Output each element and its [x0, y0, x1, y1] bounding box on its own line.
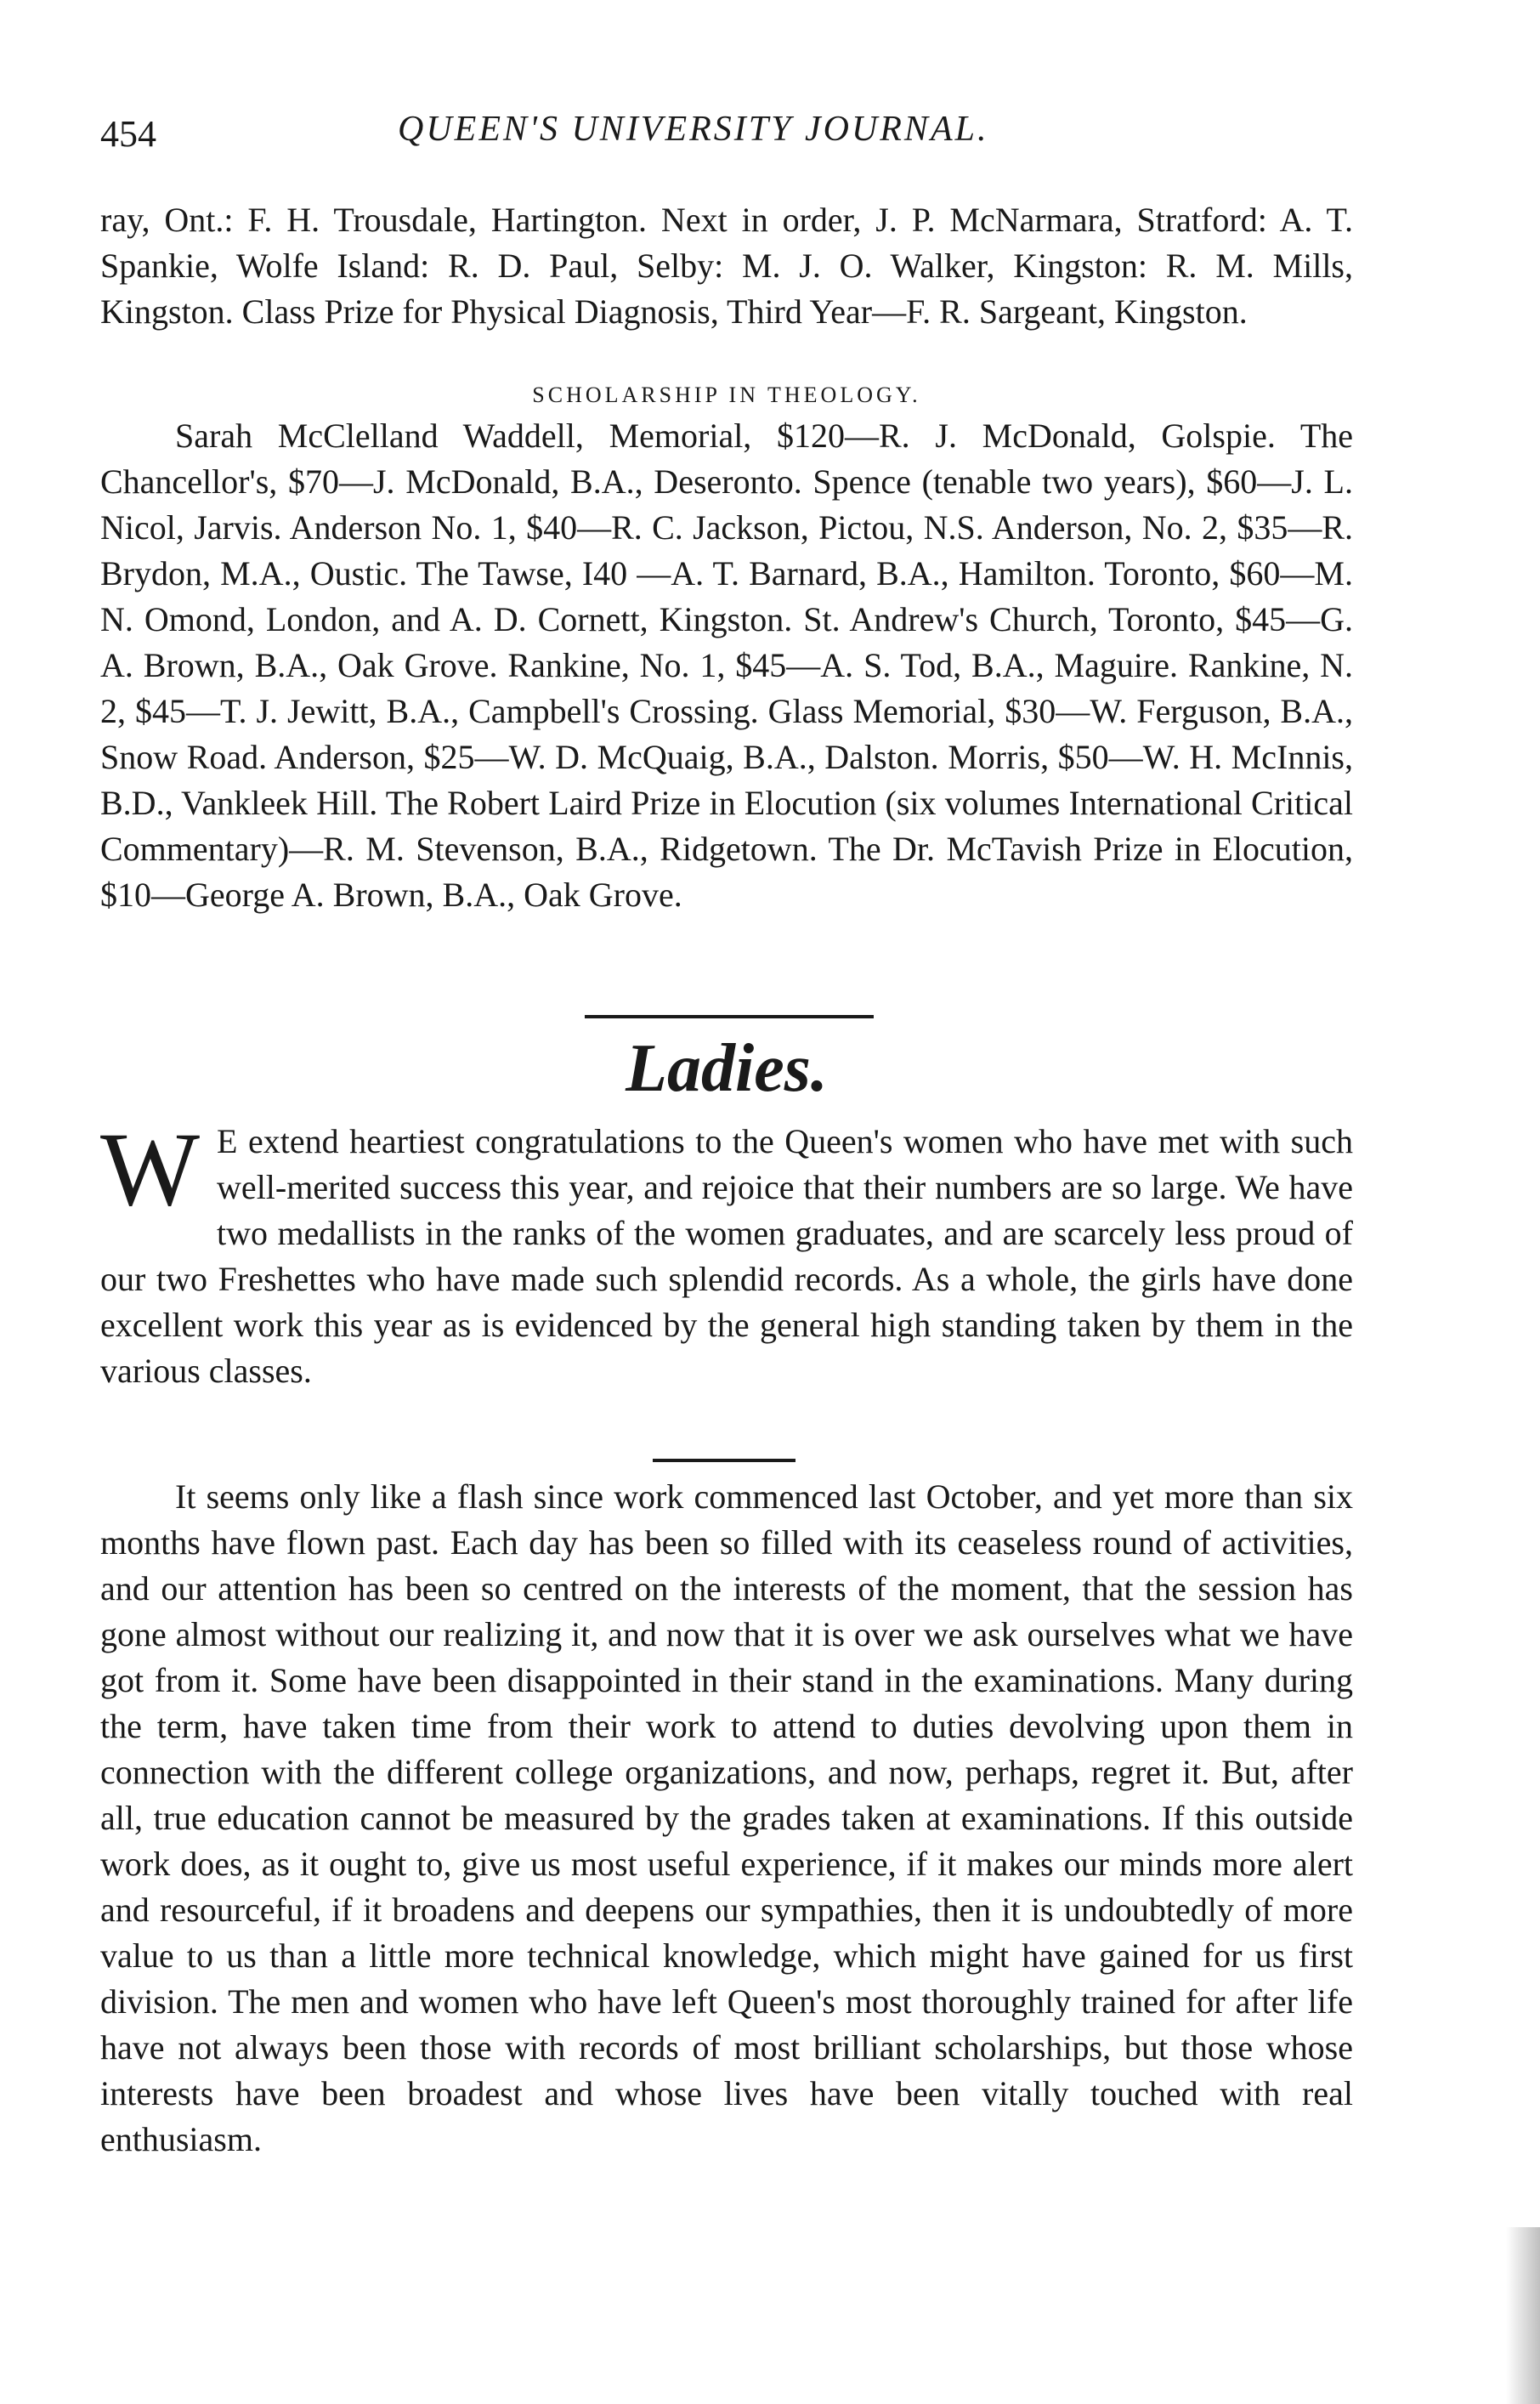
ladies-intro	[100, 1111, 1353, 1394]
paragraph-divider-rule	[653, 1459, 795, 1462]
running-title: QUEEN'S UNIVERSITY JOURNAL.	[398, 110, 989, 149]
ladies-paragraph-2: It seems only like a flash since work commenced last October, and yet more than six months have flown past. Each day has been so filled with its ceaseless round of activities, and our attention has been so centred on the interests of the moment, that the session has gone almost without our realizing it, and now that it is over we ask ourselves what we have got from it. Some have been disappointed in their stand in the examinations. Many during the term, have taken time from their work to attend to duties devolving upon them in connection with the different college organizations, and now, perhaps, regret it. But, after all, true education cannot be measured by the grades taken at examinations. If this outside work does, as it ought to, give us most useful experience, if it makes our minds more alert and resourceful, if it broadens and deepens our sympathies, then it is undoubtedly of more value to us than a little more technical knowledge, which might have gained for us first division. The men and women who have left Queen's most thoroughly trained for after life have not always been those with records of most brilliant scholarships, but those whose interests have been broadest and whose lives have been vitally touched with real enthusiasm.	[100, 1477, 1353, 2158]
ladies-paragraph-1-text: E extend heartiest congratulations to the Queen's women who have met with such well-merited success this year, and rejoice that their numbers are so large. We have two medallists in the ranks of the women graduates, and are scarcely less proud of our two Freshettes who have made such splendid records. As a whole, the girls have done excellent work this year as is evidenced by the general high standing taken by them in the various classes.	[100, 1122, 1353, 1390]
ladies-paragraph-1	[100, 1111, 1353, 1394]
prize-list-continued	[100, 197, 1353, 335]
page-header	[100, 109, 1358, 160]
theology-subheading: SCHOLARSHIP IN THEOLOGY.	[532, 383, 921, 407]
ladies-body	[100, 1474, 1353, 2163]
section-divider-rule	[585, 1015, 874, 1018]
theology-paragraph: Sarah McClelland Waddell, Memorial, $120—R. J. McDonald, Golspie. The Chancellor's, $70—J. McDonald, B.A., Deseronto. Spence (tenable two years), $60—J. L. Nicol, Jarvis. Anderson No. 1, $40—R. C. Jackson, Pictou, N.S. Anderson, No. 2, $35—R. Brydon, M.A., Oustic. The Tawse, I40 —A. T. Barnard, B.A., Hamilton. Toronto, $60—M. N. Omond, London, and A. D. Cornett, Kingston. St. Andrew's Church, Toronto, $45—G. A. Brown, B.A., Oak Grove. Rankine, No. 1, $45—A. S. Tod, B.A., Maguire. Rankine, N. 2, $45—T. J. Jewitt, B.A., Campbell's Crossing. Glass Memorial, $30—W. Ferguson, B.A., Snow Road. Anderson, $25—W. D. McQuaig, B.A., Dalston. Morris, $50—W. H. McInnis, B.D., Vankleek Hill. The Robert Laird Prize in Elocution (six volumes International Critical Commentary)—R. M. Stevenson, B.A., Ridgetown. The Dr. McTavish Prize in Elocution, $10—George A. Brown, B.A., Oak Grove.	[100, 417, 1353, 914]
prize-list-paragraph: ray, Ont.: F. H. Trousdale, Hartington. Next in order, J. P. McNarmara, Stratford: A. T. Spankie, Wolfe Island: R. D. Paul, Selby: M. J. O. Walker, Kingston: R. M. Mills, Kingston. Class Prize for Physical Diagnosis, Third Year—F. R. Sargeant, Kingston.	[100, 201, 1353, 331]
theology-scholarships	[100, 413, 1353, 918]
drop-cap: W	[100, 1111, 201, 1228]
section-heading-ladies: Ladies.	[626, 1031, 828, 1106]
page-number: 454	[100, 113, 156, 155]
page-edge-shadow	[1506, 2227, 1540, 2404]
